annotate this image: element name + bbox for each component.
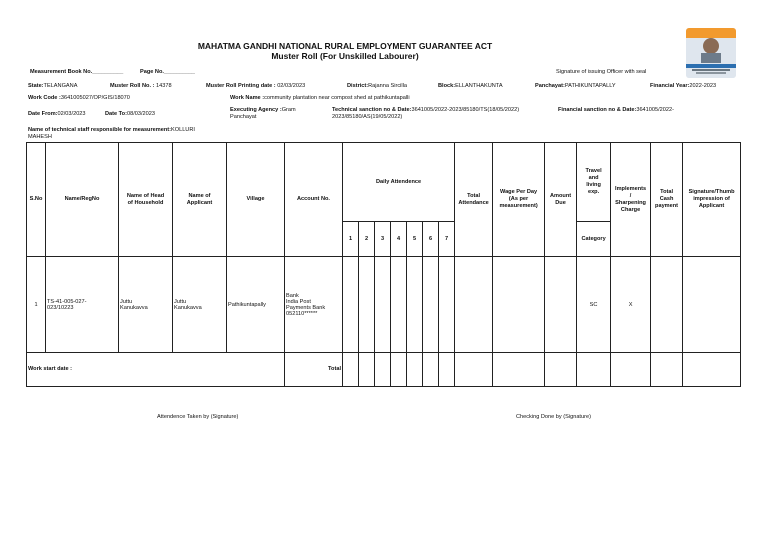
row-day-1 — [343, 257, 359, 352]
table-footer-row — [27, 352, 741, 386]
total-attendance-sum — [455, 352, 493, 386]
total-day-2 — [359, 352, 375, 386]
row-day-2 — [359, 257, 375, 352]
mgnrega-logo — [686, 28, 736, 78]
row-account: Bank India Post Payments Bank 052110****** — [285, 257, 343, 352]
total-category — [577, 352, 611, 386]
checking-signature-label: Checking Done by (Signature) — [516, 414, 591, 420]
head-of-household-header: Name of Head of Household — [119, 143, 173, 257]
day-1-header: 1 — [343, 222, 359, 257]
total-day-4 — [391, 352, 407, 386]
row-day-4 — [391, 257, 407, 352]
financial-sanction-field: Financial sanction no & Date:3641005/2022- — [558, 107, 674, 113]
account-header: Account No. — [285, 143, 343, 257]
category-header: Category — [577, 222, 611, 257]
row-village: Pathikuntapally — [227, 257, 285, 352]
row-applicant: Juttu Kanukavva — [173, 257, 227, 352]
total-implements — [611, 352, 651, 386]
day-2-header: 2 — [359, 222, 375, 257]
total-label: Total — [285, 352, 343, 386]
technical-staff-field: Name of technical staff responsible for measurement:KOLLURI MAHESH — [28, 127, 195, 140]
day-7-header: 7 — [439, 222, 455, 257]
row-total-attendance — [455, 257, 493, 352]
financial-year-field: Financial Year:2022-2023 — [650, 83, 717, 89]
work-code-field: Work Code :3641005027/OP/GIS/18070 — [28, 95, 130, 101]
row-regno: TS-41-005-027- 023/10223 — [46, 257, 119, 352]
row-day-7 — [439, 257, 455, 352]
date-to-field: Date To:08/03/2023 — [105, 111, 155, 117]
attendance-signature-label: Attendence Taken by (Signature) — [157, 414, 239, 420]
muster-roll-table — [26, 142, 741, 387]
signature-header: Signature/Thumb impression of Applicant — [683, 143, 741, 257]
row-day-3 — [375, 257, 391, 352]
row-wage — [493, 257, 545, 352]
total-cash-sum — [651, 352, 683, 386]
row-implements: X — [611, 257, 651, 352]
muster-roll-field: Muster Roll No. : 14378 — [110, 83, 172, 89]
row-signature — [683, 257, 741, 352]
row-total-cash — [651, 257, 683, 352]
implements-header: Implements / Sharpening Charge — [611, 143, 651, 257]
row-day-6 — [423, 257, 439, 352]
page-number-label: Page No.__________ — [140, 69, 196, 75]
amount-due-header: Amount Due — [545, 143, 577, 257]
daily-attendance-header: Daily Attendence — [343, 143, 455, 222]
technical-sanction-field: Technical sanction no & Date:3641005/2022-2023/85180/TS(18/05/2022) 2023/85180/AS(19/05/2022) — [332, 107, 520, 120]
day-4-header: 4 — [391, 222, 407, 257]
village-header: Village — [227, 143, 285, 257]
document-subtitle: Muster Roll (For Unskilled Labourer) — [271, 51, 419, 61]
total-day-1 — [343, 352, 359, 386]
work-start-date: Work start date : — [27, 352, 285, 386]
total-amount-due — [545, 352, 577, 386]
travel-header: Travel and living exp. — [577, 143, 611, 222]
total-cash-header: Total Cash payment — [651, 143, 683, 257]
wage-header: Wage Per Day (As per measurement) — [493, 143, 545, 257]
sno-header: S.No — [27, 143, 46, 257]
printing-date-field: Muster Roll Printing date : 02/03/2023 — [206, 83, 306, 89]
state-field: State:TELANGANA — [28, 83, 78, 89]
table-row — [27, 257, 741, 352]
document-title: MAHATMA GANDHI NATIONAL RURAL EMPLOYMENT GUARANTEE ACT — [197, 41, 493, 51]
panchayat-field: Panchayat:PATHIKUNTAPALLY — [535, 83, 616, 89]
total-wage — [493, 352, 545, 386]
officer-signature-label: Signature of issuing Officer with seal — [556, 69, 647, 75]
row-amount-due — [545, 257, 577, 352]
row-category: SC — [577, 257, 611, 352]
executing-agency-field: Executing Agency :Gram Panchayat — [230, 107, 296, 120]
name-regno-header: Name/RegNo — [46, 143, 119, 257]
total-signature — [683, 352, 741, 386]
date-from-field: Date From:02/03/2023 — [28, 111, 86, 117]
row-head-of-household: Juttu Kanukavva — [119, 257, 173, 352]
applicant-header: Name of Applicant — [173, 143, 227, 257]
total-day-3 — [375, 352, 391, 386]
row-sno: 1 — [27, 257, 46, 352]
total-day-5 — [407, 352, 423, 386]
day-6-header: 6 — [423, 222, 439, 257]
day-3-header: 3 — [375, 222, 391, 257]
total-day-7 — [439, 352, 455, 386]
measurement-book-label: Measurement Book No.__________ — [30, 69, 124, 75]
work-name-field: Work Name :community plantation near compost shed at pathikuntapalli — [230, 95, 410, 101]
total-attendance-header: Total Attendance — [455, 143, 493, 257]
total-day-6 — [423, 352, 439, 386]
district-field: District:Rajanna Sircilla — [347, 83, 408, 89]
row-day-5 — [407, 257, 423, 352]
block-field: Block:ELLANTHAKUNTA — [438, 83, 503, 89]
day-5-header: 5 — [407, 222, 423, 257]
